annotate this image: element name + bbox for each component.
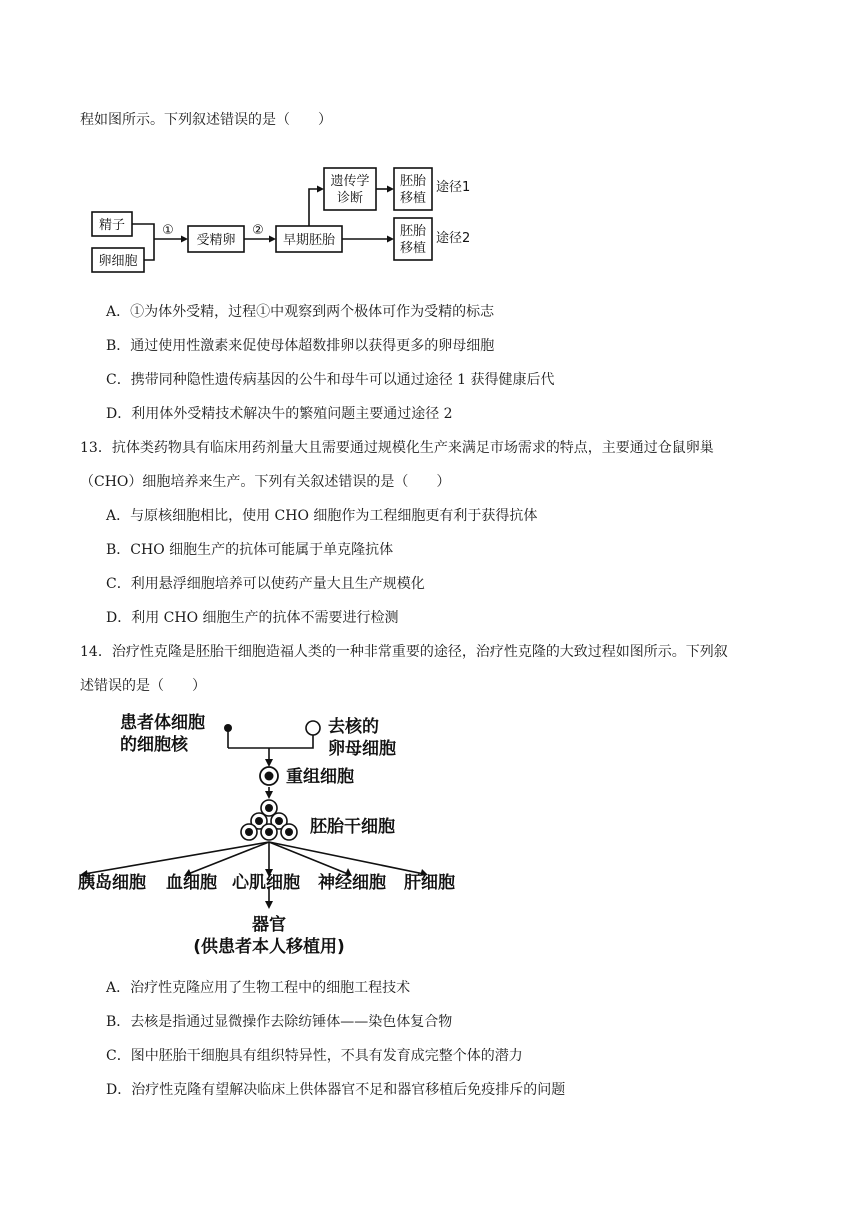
route1-label: 途径1: [436, 180, 471, 195]
q13-option-d: D．利用 CHO 细胞生产的抗体不需要进行检测: [106, 610, 399, 626]
q13-option-c: C．利用悬浮细胞培养可以使药产量大且生产规模化: [106, 576, 425, 592]
embryonic-stem-cell-label: 胚胎干细胞: [310, 817, 395, 837]
q12-option-a: A．①为体外受精，过程①中观察到两个极体可作为受精的标志: [106, 304, 495, 320]
q12-ivf-flow-diagram: [86, 162, 486, 282]
patient-nucleus-label-line2: 的细胞核: [120, 735, 188, 755]
embryo-transfer-1-label-line2: 移植: [399, 191, 427, 206]
q13-option-b: B．CHO 细胞生产的抗体可能属于单克隆抗体: [106, 542, 394, 558]
q12-option-d: D．利用体外受精技术解决牛的繁殖问题主要通过途径 2: [106, 406, 453, 422]
q14-therapeutic-cloning-diagram: [76, 706, 476, 966]
enucleated-egg-label-line1: 去核的: [328, 717, 379, 737]
embryo-transfer-1-label-line1: 胚胎: [399, 174, 427, 189]
q12-stem: 程如图所示。下列叙述错误的是（ ）: [80, 112, 332, 128]
embryo-transfer-2-label-line2: 移植: [399, 241, 427, 256]
enucleated-egg-label-line2: 卵母细胞: [328, 739, 396, 759]
early-embryo-label: 早期胚胎: [282, 233, 336, 248]
q12-option-c: C．携带同种隐性遗传病基因的公牛和母牛可以通过途径 1 获得健康后代: [106, 372, 555, 388]
zygote-label: 受精卵: [196, 233, 236, 248]
route2-label: 途径2: [436, 231, 471, 246]
egg-label: 卵细胞: [98, 254, 138, 269]
genetic-diagnosis-label-line2: 诊断: [336, 191, 364, 206]
q14-option-d: D．治疗性克隆有望解决临床上供体器官不足和器官移植后免疫排斥的问题: [106, 1082, 566, 1098]
islet-cell-label: 胰岛细胞: [78, 873, 146, 893]
patient-nucleus-label-line1: 患者体细胞: [120, 713, 205, 733]
step2-label: ②: [252, 223, 264, 238]
q14-stem-line2: 述错误的是（ ）: [80, 678, 206, 694]
q14-option-c: C．图中胚胎干细胞具有组织特异性，不具有发育成完整个体的潜力: [106, 1048, 523, 1064]
recombinant-cell-label: 重组细胞: [286, 767, 354, 787]
q14-stem-line1: 14．治疗性克隆是胚胎干细胞造福人类的一种非常重要的途径，治疗性克隆的大致过程如图所示。下列叙: [80, 644, 728, 660]
sperm-label: 精子: [98, 218, 126, 233]
q14-option-b: B．去核是指通过显微操作去除纺锤体——染色体复合物: [106, 1014, 453, 1030]
step1-label: ①: [162, 223, 174, 238]
genetic-diagnosis-label-line1: 遗传学: [330, 174, 370, 189]
q14-option-a: A．治疗性克隆应用了生物工程中的细胞工程技术: [106, 980, 411, 996]
cardiac-cell-label: 心肌细胞: [232, 873, 300, 893]
q13-stem-line1: 13．抗体类药物具有临床用药剂量大且需要通过规模化生产来满足市场需求的特点，主要通过仓鼠卵巢: [80, 440, 714, 456]
liver-cell-label: 肝细胞: [404, 873, 455, 893]
q13-option-a: A．与原核细胞相比，使用 CHO 细胞作为工程细胞更有利于获得抗体: [106, 508, 538, 524]
organ-note-label: (供患者本人移植用): [193, 937, 345, 957]
organ-label: 器官: [252, 915, 286, 935]
q13-stem-line2: （CHO）细胞培养来生产。下列有关叙述错误的是（ ）: [80, 474, 451, 490]
nerve-cell-label: 神经细胞: [318, 873, 386, 893]
embryo-transfer-2-label-line1: 胚胎: [399, 224, 427, 239]
blood-cell-label: 血细胞: [166, 873, 217, 893]
q12-option-b: B．通过使用性激素来促使母体超数排卵以获得更多的卵母细胞: [106, 338, 495, 354]
